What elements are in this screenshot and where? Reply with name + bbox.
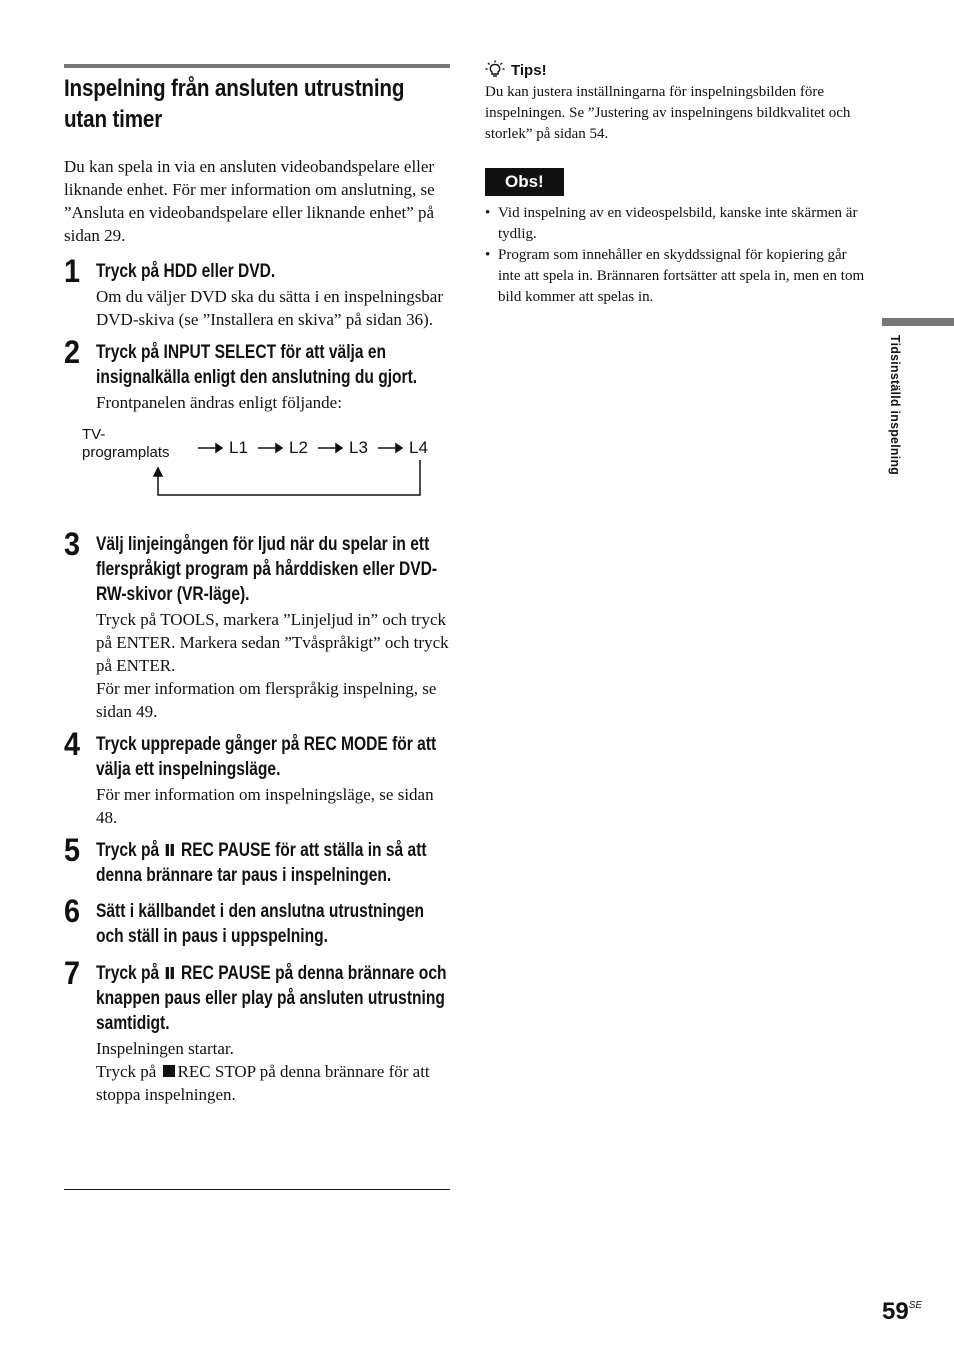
pause-icon <box>165 967 175 979</box>
step-number: 7 <box>64 955 81 991</box>
step-body: Frontpanelen ändras enligt följande: <box>96 393 342 412</box>
step-body-pre: Tryck på <box>96 1062 157 1081</box>
step-heading-pre: Tryck på <box>96 840 160 861</box>
chapter-tab <box>882 318 954 326</box>
pause-icon <box>165 844 175 856</box>
step-number: 5 <box>64 832 81 868</box>
tips-label: Tips! <box>511 61 547 79</box>
step-body: Inspelningen startar. <box>96 1039 234 1058</box>
step-body: För mer information om flerspråkig inspelning, se sidan 49. <box>96 679 437 721</box>
step-4 <box>64 726 450 829</box>
step-heading <box>96 961 449 1036</box>
step-2 <box>64 334 450 414</box>
step-heading: Välj linjeingången för ljud när du spelar in ett flerspråkigt program på hårddisken eller DVD-RW-skivor (VR-läge). <box>96 534 438 605</box>
end-rule <box>64 1189 450 1190</box>
input-l4: L4 <box>409 438 428 457</box>
step-heading <box>96 838 449 888</box>
step-3 <box>64 526 450 723</box>
list-item: • Program som innehåller en skyddssignal för kopiering går inte att spela in. Brännaren fortsätter att spela in, men en tom bild kommer att spelas in. <box>485 245 870 308</box>
step-heading: Sätt i källbandet i den anslutna utrustningen och ställ in paus i uppspelning. <box>96 901 425 947</box>
step-body-post: REC STOP på denna brännare för att stoppa inspelningen. <box>96 1062 430 1104</box>
step-body: Tryck på TOOLS, markera ”Linjeljud in” och tryck på ENTER. Markera sedan ”Tvåspråkigt” och tryck på ENTER. <box>96 610 449 675</box>
chapter-label: Tidsinställd inspelning <box>888 335 903 476</box>
source-label-line1: TV- <box>82 426 106 443</box>
page-number <box>882 1298 922 1326</box>
step-6 <box>64 893 450 949</box>
loop-arrow-head <box>154 468 162 476</box>
input-l2: L2 <box>289 438 308 457</box>
step-number: 3 <box>64 526 81 562</box>
arrow-head <box>336 444 342 452</box>
step-7 <box>64 955 450 1106</box>
arrow-head <box>276 444 282 452</box>
step-number: 1 <box>64 253 81 289</box>
step-5 <box>64 832 450 888</box>
source-label-line2: programplats <box>82 444 170 461</box>
page-title: Inspelning från ansluten utrustning utan timer <box>64 75 405 133</box>
step-heading-post: REC PAUSE för att ställa in så att denna brännare tar paus i inspelningen. <box>96 840 427 886</box>
section-rule <box>64 64 450 68</box>
loop-back-line <box>158 460 420 495</box>
lightbulb-icon <box>485 60 505 80</box>
step-number: 2 <box>64 334 81 370</box>
step-number: 4 <box>64 726 81 762</box>
intro-paragraph: Du kan spela in via en ansluten videobandspelare eller liknande enhet. För mer information om anslutning, se ”Ansluta en videobandspelare eller liknande enhet” på sidan 29. <box>64 157 435 245</box>
step-body <box>96 1060 450 1106</box>
side-column <box>485 60 870 308</box>
step-heading: Tryck upprepade gånger på REC MODE för att välja ett inspelningsläge. <box>96 734 437 780</box>
input-l1: L1 <box>229 438 248 457</box>
list-item: • Vid inspelning av en videospelsbild, kanske inte skärmen är tydlig. <box>485 203 870 245</box>
page-number-suffix: SE <box>908 1300 923 1311</box>
step-heading-pre: Tryck på <box>96 963 160 984</box>
arrow-head <box>396 444 402 452</box>
arrow-head <box>216 444 222 452</box>
tips-header <box>485 60 870 80</box>
step-body: För mer information om inspelningsläge, se sidan 48. <box>96 785 434 827</box>
step-body: Om du väljer DVD ska du sätta i en inspelningsbar DVD-skiva (se ”Installera en skiva” på sidan 36). <box>96 287 444 329</box>
page-number-value: 59 <box>882 1298 909 1325</box>
input-sequence-diagram <box>64 424 450 514</box>
tips-text: Du kan justera inställningarna för inspelningsbilden före inspelningen. Se ”Justering av inspelningens bildkvalitet och storlek” på sidan 54. <box>485 84 851 142</box>
obs-list <box>485 203 870 308</box>
step-1 <box>64 253 450 331</box>
main-column <box>64 64 450 1106</box>
stop-icon <box>163 1065 175 1077</box>
diagram-arrows <box>64 424 444 514</box>
step-number: 6 <box>64 893 81 929</box>
step-heading: Tryck på INPUT SELECT för att välja en insignalkälla enligt den anslutning du gjort. <box>96 342 418 388</box>
step-heading-post: REC PAUSE på denna brännare och knappen paus eller play på ansluten utrustning samtidigt. <box>96 963 447 1034</box>
input-l3: L3 <box>349 438 368 457</box>
step-heading: Tryck på HDD eller DVD. <box>96 261 276 282</box>
obs-badge: Obs! <box>485 168 564 196</box>
